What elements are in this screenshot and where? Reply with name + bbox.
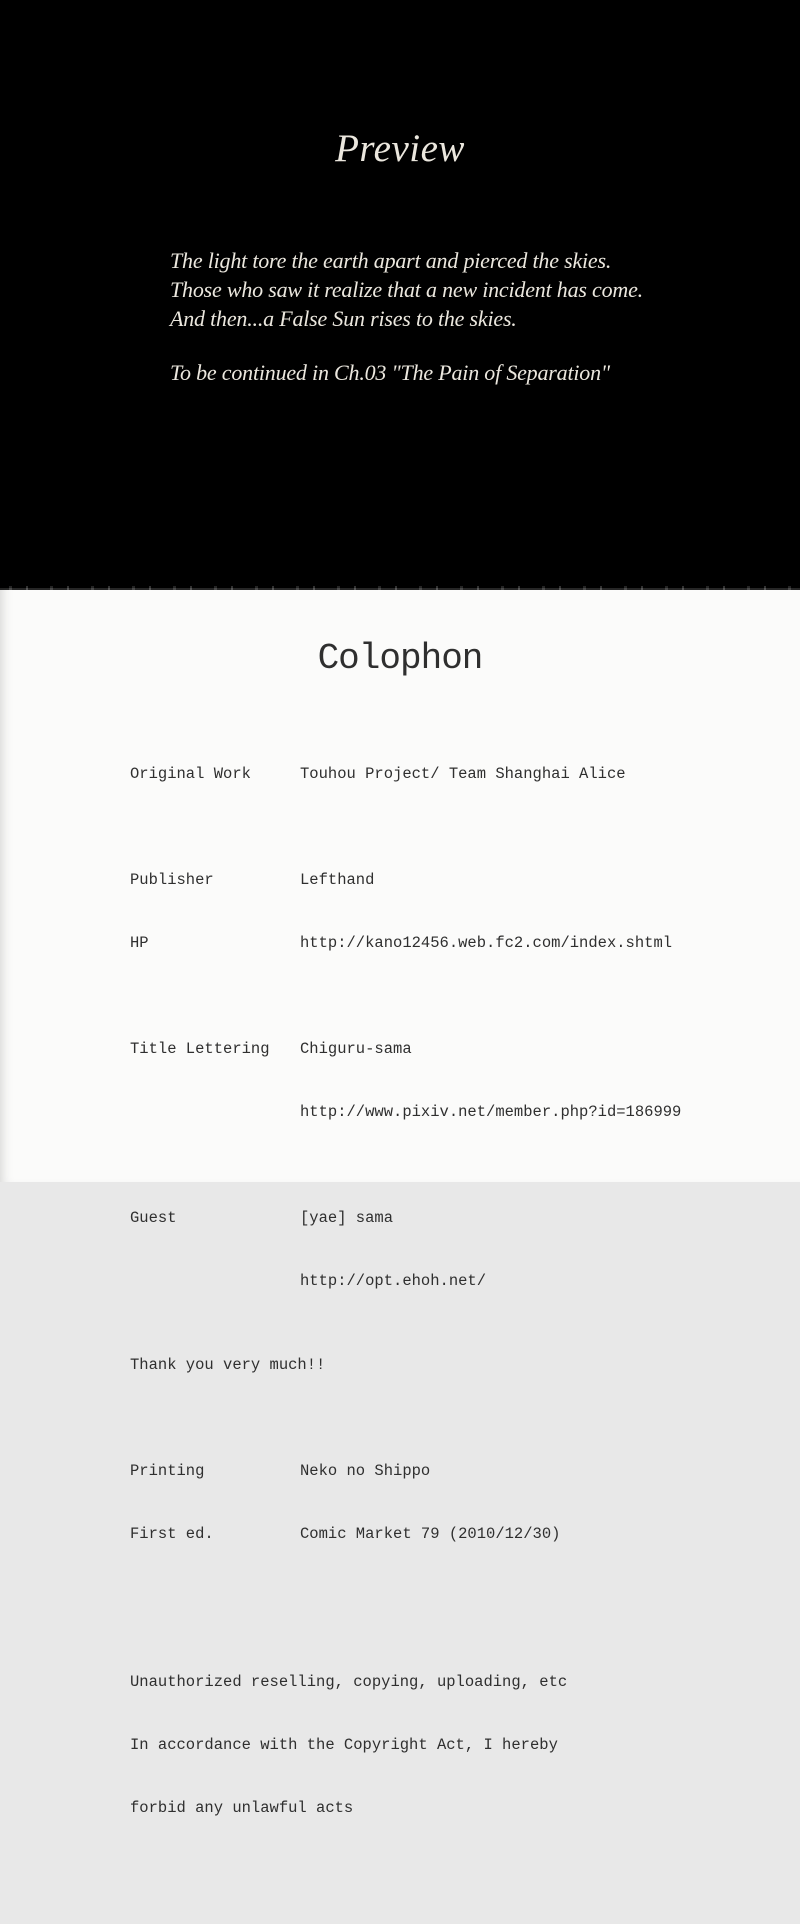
preview-section: [0, 0, 800, 588]
credit-label: Publisher: [130, 871, 214, 889]
preview-continued-note: To be continued in Ch.03 "The Pain of Separation": [170, 360, 610, 385]
colophon-section: [0, 588, 800, 1817]
thanks-note: Thank you very much!!: [130, 1356, 326, 1374]
copyright-disclaimer: [130, 1630, 750, 1861]
credit-label: Original Work: [130, 765, 251, 783]
credit-value-url: http://www.pixiv.net/member.php?id=186999: [300, 1103, 682, 1121]
credit-label: [130, 1271, 300, 1292]
credit-label: First ed.: [130, 1525, 214, 1543]
credit-row-printing: [130, 1461, 750, 1482]
credit-label: Guest: [130, 1209, 177, 1227]
colophon-title: Colophon: [317, 638, 483, 679]
credits-list: [130, 701, 750, 1924]
credit-row-guest-url: [130, 1271, 750, 1292]
credit-row-guest: [130, 1208, 750, 1229]
preview-quote-line-2: Those who saw it realize that a new incident has come.: [170, 277, 643, 302]
credit-label: Printing: [130, 1462, 205, 1480]
credit-row-hp: [130, 933, 750, 954]
credit-value: Chiguru-sama: [300, 1040, 412, 1058]
credit-value: [yae] sama: [300, 1209, 394, 1227]
credit-row-title-lettering-url: [130, 1102, 750, 1123]
disclaimer-line-1: Unauthorized reselling, copying, uploading, etc: [130, 1673, 568, 1691]
preview-quote-line-3: And then...a False Sun rises to the skies.: [170, 306, 517, 331]
credit-value-url: http://kano12456.web.fc2.com/index.shtml: [300, 934, 673, 952]
credit-label: [130, 1102, 300, 1123]
credit-label: Title Lettering: [130, 1040, 270, 1058]
credit-value: Touhou Project/ Team Shanghai Alice: [300, 765, 626, 783]
credit-row-original-work: [130, 764, 750, 785]
disclaimer-line-2: In accordance with the Copyright Act, I hereby: [130, 1736, 558, 1754]
preview-quote: [170, 246, 643, 333]
preview-quote-line-1: The light tore the earth apart and pierced the skies.: [170, 248, 612, 273]
disclaimer-line-3: forbid any unlawful acts: [130, 1799, 354, 1817]
credit-row-first-edition: [130, 1524, 750, 1545]
credit-value: Neko no Shippo: [300, 1462, 431, 1480]
credit-value-url: http://opt.ehoh.net/: [300, 1272, 487, 1290]
credit-value: Comic Market 79 (2010/12/30): [300, 1525, 561, 1543]
credit-value: Lefthand: [300, 871, 375, 889]
preview-title: Preview: [335, 127, 465, 170]
credit-row-title-lettering: [130, 1039, 750, 1060]
credit-label: HP: [130, 934, 149, 952]
credit-row-publisher: [130, 870, 750, 891]
